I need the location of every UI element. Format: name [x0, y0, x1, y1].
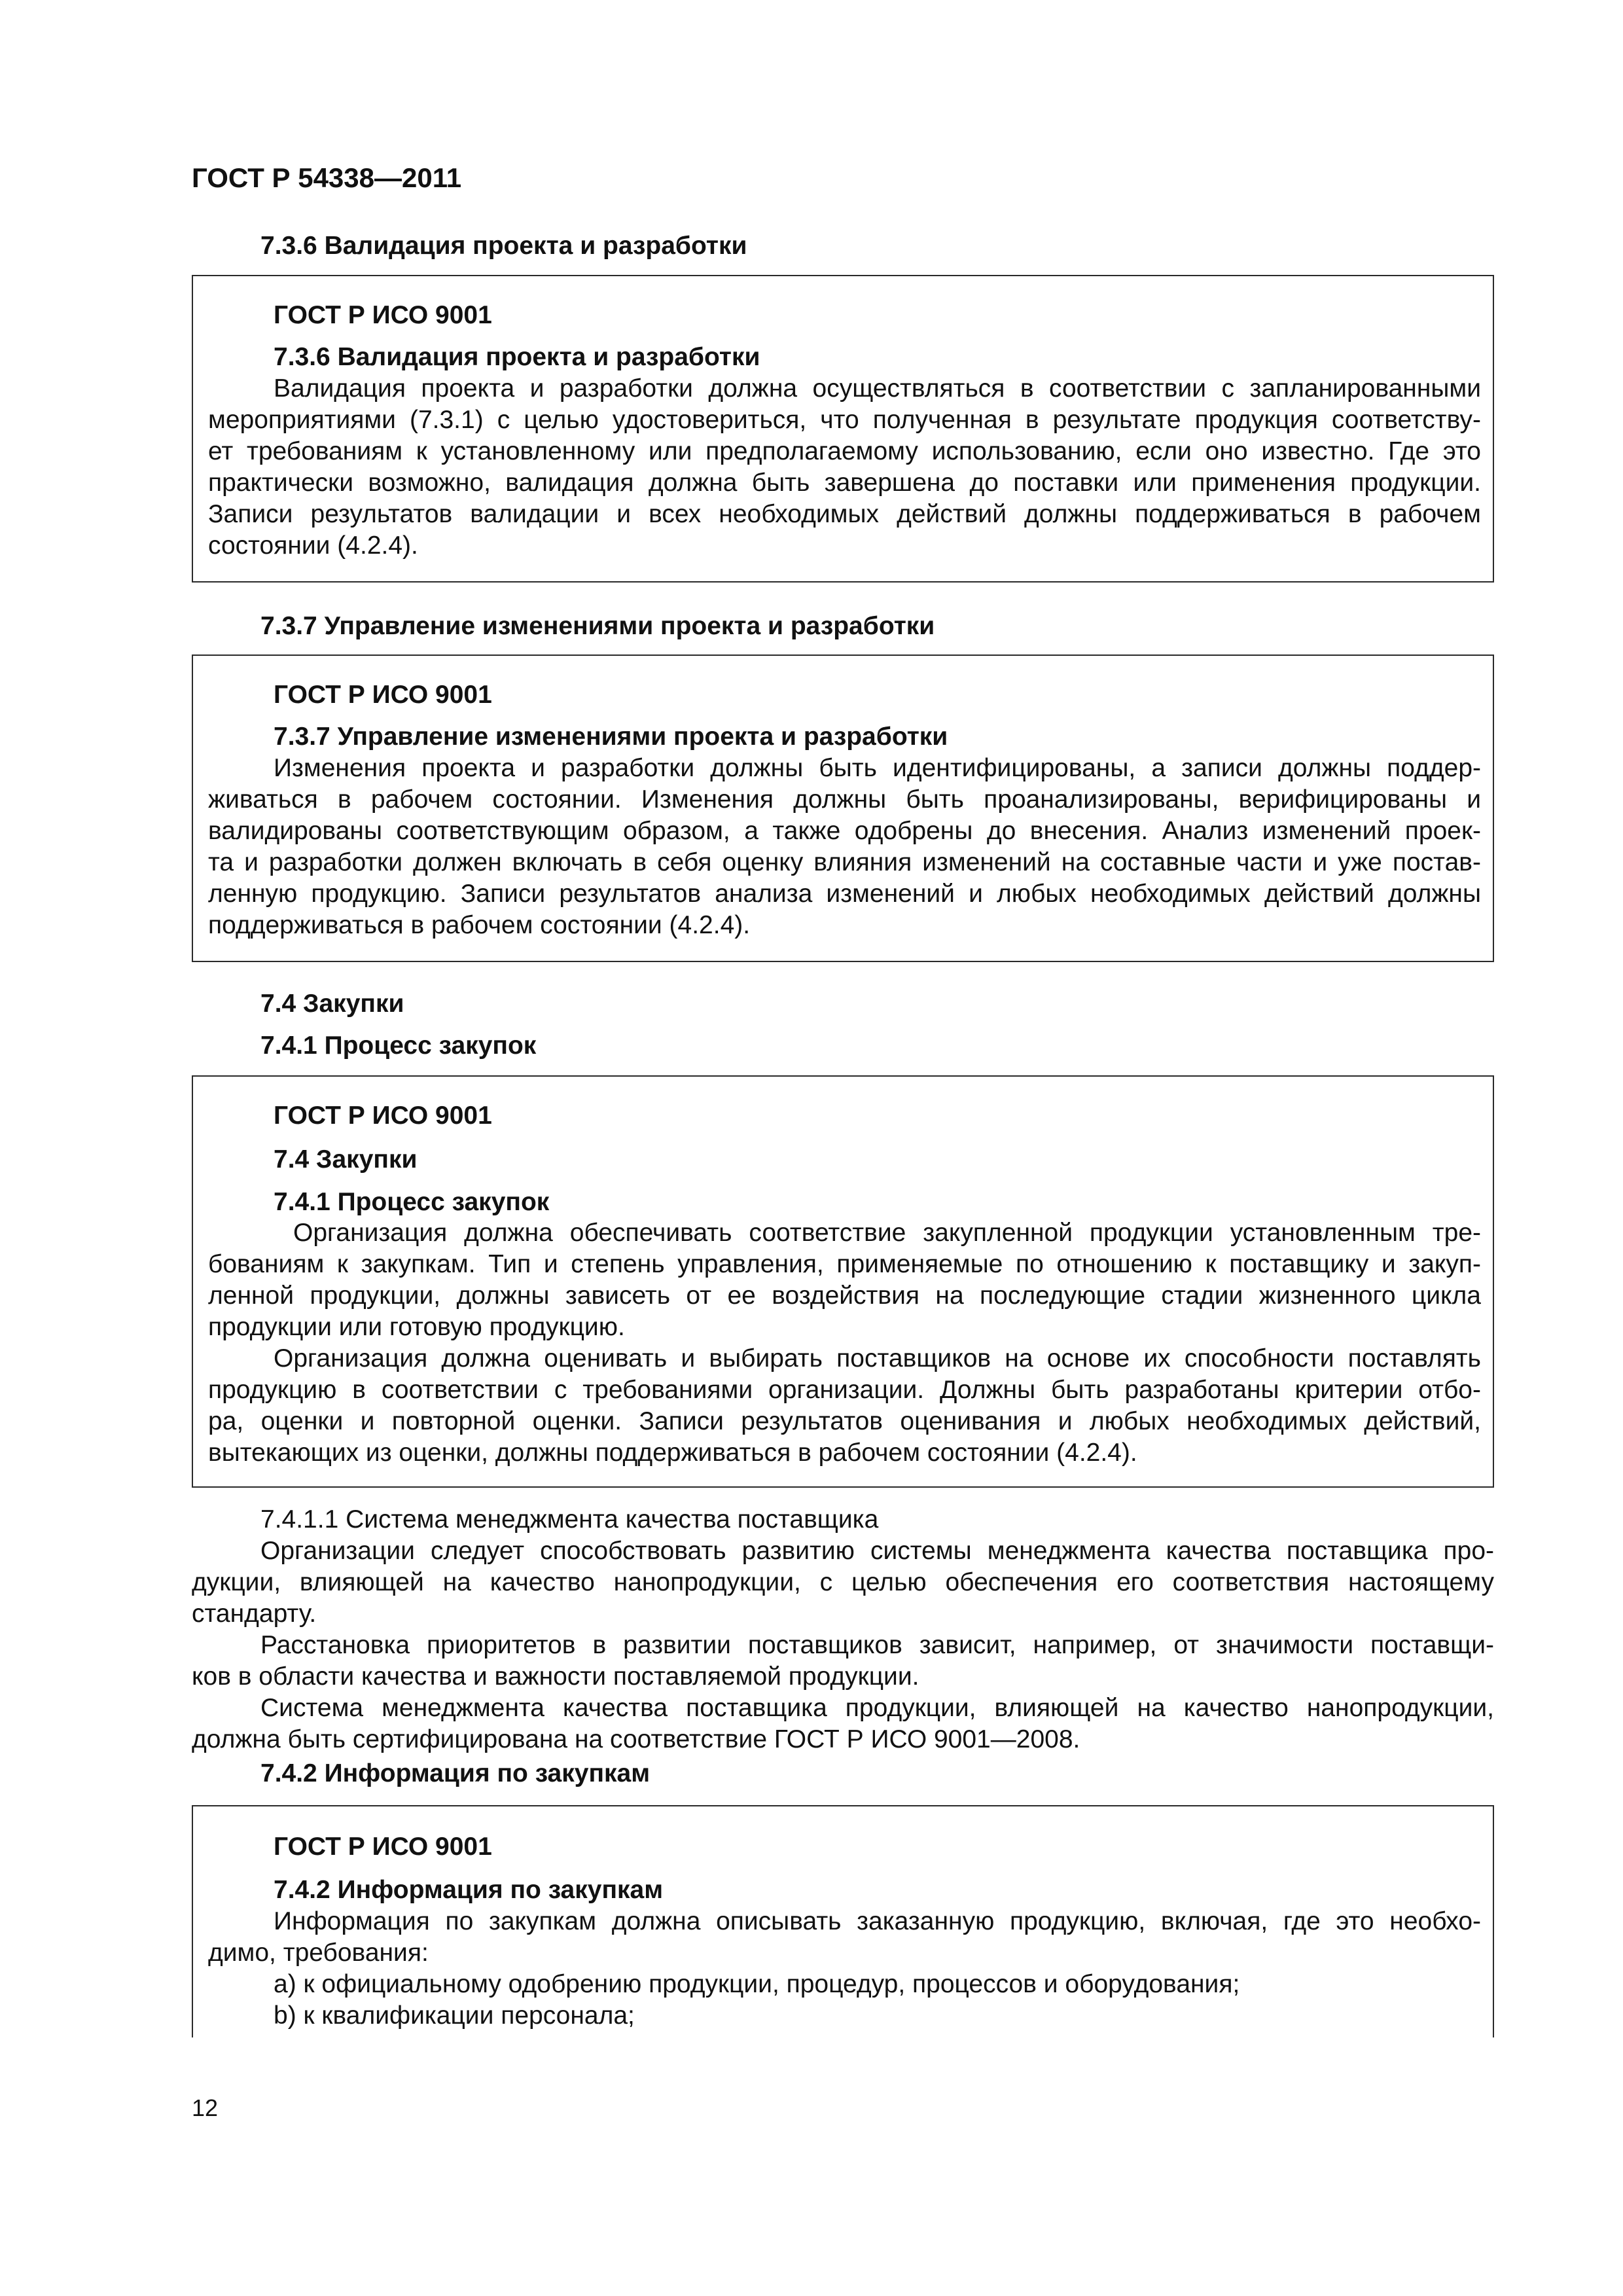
- section-heading-7-3-7: 7.3.7 Управление изменениями проекта и разработки: [260, 612, 935, 640]
- quote-standard-ref: ГОСТ Р ИСО 9001: [274, 681, 492, 709]
- paragraph-line: должна быть сертифицирована на соответствие ГОСТ Р ИСО 9001—2008.: [192, 1725, 1080, 1753]
- paragraph-line: ков в области качества и важности поставляемой продукции.: [192, 1662, 919, 1691]
- paragraph-line: Изменения проекта и разработки должны быть идентифицированы, а записи должны поддер-: [274, 754, 1481, 782]
- paragraph-line: стандарту.: [192, 1600, 317, 1628]
- list-item-a: a) к официальному одобрению продукции, процедур, процессов и оборудования;: [274, 1970, 1240, 1998]
- quote-heading: 7.3.7 Управление изменениями проекта и разработки: [274, 723, 948, 751]
- paragraph-line: ленную продукцию. Записи результатов анализа изменений и любых необходимых действий должны: [208, 880, 1481, 908]
- section-heading-7-4-2: 7.4.2 Информация по закупкам: [260, 1759, 651, 1787]
- quote-standard-ref: ГОСТ Р ИСО 9001: [274, 1102, 492, 1130]
- paragraph-line: Организация должна обеспечивать соответствие закупленной продукции установленным тре-: [293, 1219, 1481, 1247]
- paragraph-line: Валидация проекта и разработки должна осуществляться в соответствии с запланированными: [274, 374, 1481, 403]
- paragraph-line: поддерживаться в рабочем состоянии (4.2.4).: [208, 911, 751, 939]
- paragraph-line: практически возможно, валидация должна быть завершена до поставки или применения продукции.: [208, 469, 1481, 497]
- section-heading-7-4-1-1: 7.4.1.1 Система менеджмента качества поставщика: [260, 1505, 879, 1534]
- paragraph-line: Информация по закупкам должна описывать заказанную продукцию, включая, где это необхо-: [274, 1907, 1481, 1935]
- section-heading-7-3-6: 7.3.6 Валидация проекта и разработки: [260, 232, 747, 260]
- paragraph-line: продукцию в соответствии с требованиями организации. Должны быть разработаны критерии отбо-: [208, 1376, 1481, 1404]
- paragraph-line: Организации следует способствовать развитию системы менеджмента качества поставщика про-: [260, 1537, 1494, 1565]
- paragraph-line: продукции или готовую продукцию.: [208, 1313, 625, 1341]
- paragraph-line: Система менеджмента качества поставщика продукции, влияющей на качество нанопродукции,: [260, 1694, 1494, 1722]
- list-item-b: b) к квалификации персонала;: [274, 2001, 635, 2030]
- paragraph-line: бованиям к закупкам. Тип и степень управления, применяемые по отношению к поставщику и закуп-: [208, 1250, 1481, 1278]
- paragraph-line: ра, оценки и повторной оценки. Записи результатов оценивания и любых необходимых действий,: [208, 1407, 1481, 1435]
- quote-standard-ref: ГОСТ Р ИСО 9001: [274, 301, 492, 329]
- paragraph-line: дукции, влияющей на качество нанопродукции, с целью обеспечения его соответствия настоящему: [192, 1568, 1494, 1596]
- quote-standard-ref: ГОСТ Р ИСО 9001: [274, 1833, 492, 1861]
- paragraph-line: валидированы соответствующим образом, а также одобрены до внесения. Анализ изменений проек-: [208, 817, 1481, 845]
- paragraph-line: мероприятиями (7.3.1) с целью удостовериться, что полученная в результате продукция соответству-: [208, 406, 1481, 434]
- quote-subheading: 7.4.1 Процесс закупок: [274, 1188, 550, 1216]
- document-code: ГОСТ Р 54338—2011: [192, 162, 462, 193]
- paragraph-line: Записи результатов валидации и всех необходимых действий должны поддерживаться в рабочем: [208, 500, 1481, 528]
- section-heading-7-4: 7.4 Закупки: [260, 990, 404, 1018]
- quote-heading: 7.4.2 Информация по закупкам: [274, 1876, 664, 1904]
- paragraph-line: Организация должна оценивать и выбирать поставщиков на основе их способности поставлять: [274, 1344, 1481, 1372]
- section-heading-7-4-1: 7.4.1 Процесс закупок: [260, 1031, 537, 1060]
- paragraph-line: та и разработки должен включать в себя оценку влияния изменений на составные части и уже постав-: [208, 848, 1481, 876]
- quote-heading: 7.3.6 Валидация проекта и разработки: [274, 343, 760, 371]
- quote-heading: 7.4 Закупки: [274, 1145, 418, 1174]
- paragraph-line: ет требованиям к установленному или предполагаемому использованию, если оно известно. Где это: [208, 437, 1481, 465]
- paragraph-line: Расстановка приоритетов в развитии поставщиков зависит, например, от значимости поставщи-: [260, 1631, 1494, 1659]
- paragraph-line: ленной продукции, должны зависеть от ее воздействия на последующие стадии жизненного цикла: [208, 1282, 1481, 1310]
- paragraph-line: живаться в рабочем состоянии. Изменения должны быть проанализированы, верифицированы и: [208, 785, 1481, 814]
- paragraph-line: димо, требования:: [208, 1939, 429, 1967]
- paragraph-line: вытекающих из оценки, должны поддерживаться в рабочем состоянии (4.2.4).: [208, 1439, 1137, 1467]
- paragraph-line: состоянии (4.2.4).: [208, 531, 418, 560]
- page-number: 12: [192, 2094, 219, 2121]
